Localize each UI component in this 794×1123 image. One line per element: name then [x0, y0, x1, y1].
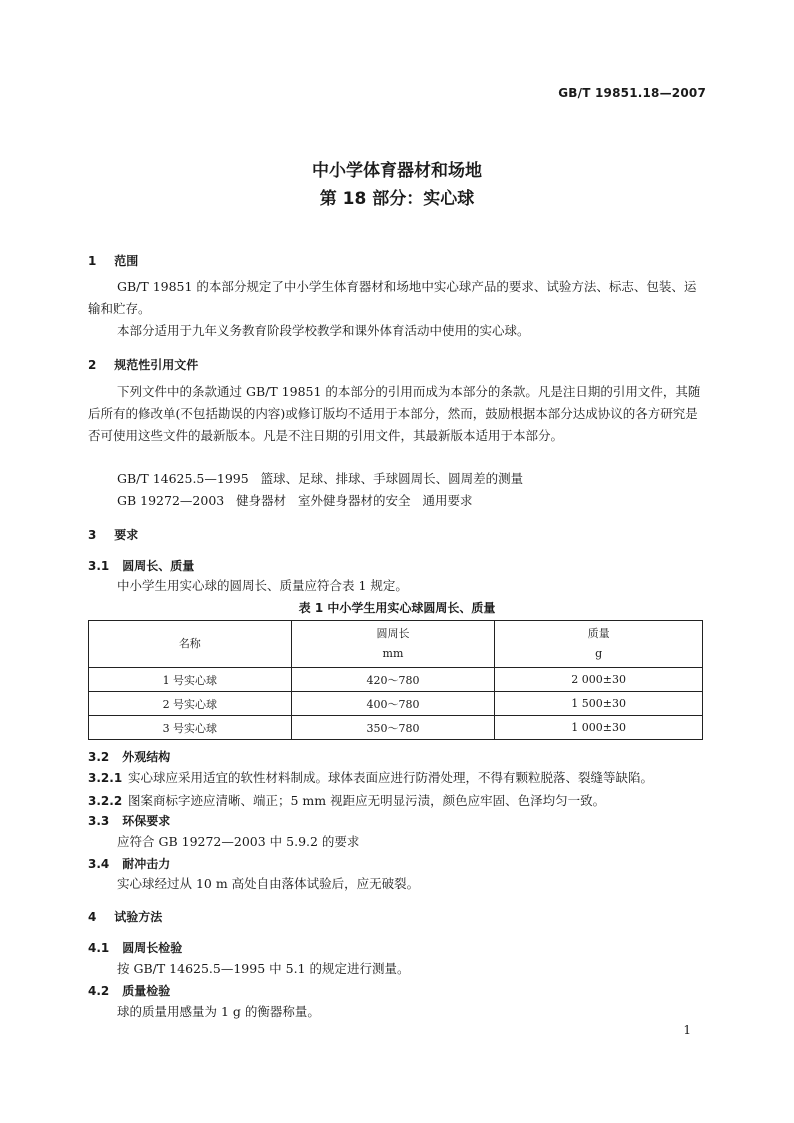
section-title: 试验方法: [114, 910, 163, 924]
section-4-1-heading: [88, 939, 182, 956]
cell-mass: 2 000±30: [495, 668, 703, 692]
section-title: 耐冲击力: [122, 857, 171, 871]
section-3-4-heading: [88, 855, 170, 872]
header-circumference: 圆周长 mm: [291, 621, 495, 668]
section-number: 3: [88, 528, 97, 542]
section-3-4-text: 实心球经过从 10 m 高处自由落体试验后，应无破裂。: [117, 876, 420, 891]
cell-name: 1 号实心球: [89, 668, 292, 692]
document-subtitle: 第 18 部分：实心球: [319, 189, 475, 209]
section-title: 圆周长、质量: [122, 559, 195, 573]
cell-circumference: 400～780: [291, 692, 495, 716]
table-header-row: [89, 621, 703, 668]
section-2-heading: [88, 356, 198, 373]
section-3-3-heading: [88, 812, 170, 829]
section-title: 圆周长检验: [122, 941, 183, 955]
page-number: 1: [683, 1023, 691, 1037]
cell-mass: 1 000±30: [495, 716, 703, 740]
header-mass: 质量 g: [495, 621, 703, 668]
section-2-paragraph: 下列文件中的条款通过 GB/T 19851 的本部分的引用而成为本部分的条款。凡是注日期的引用文件，其随后所有的修改单(不包括勘误的内容)或修订版均不适用于本部分，然而，鼓励根据本部分达成协议的各方研究是否可使用这些文件的最新版本。凡是不注日期的引用文件，其最新版本适用于本部分。: [88, 384, 701, 443]
circumference-mass-table: [88, 620, 703, 740]
cell-mass: 1 500±30: [495, 692, 703, 716]
section-number: 3.2: [88, 750, 110, 764]
reference-1: GB/T 14625.5—1995 篮球、足球、排球、手球圆周长、圆周差的测量: [117, 471, 524, 486]
reference-2: GB 19272—2003 健身器材 室外健身器材的安全 通用要求: [117, 493, 473, 508]
cell-name: 3 号实心球: [89, 716, 292, 740]
section-text: 实心球应采用适宜的软性材料制成。球体表面应进行防滑处理，不得有颗粒脱落、裂缝等缺陷。: [128, 770, 654, 785]
section-number: 1: [88, 254, 97, 268]
section-3-2-heading: [88, 748, 170, 765]
cell-circumference: 350～780: [291, 716, 495, 740]
section-number: 3.1: [88, 559, 110, 573]
document-title: 中小学体育器材和场地: [312, 161, 482, 181]
standard-number: GB/T 19851.18—2007: [558, 86, 706, 100]
section-3-heading: [88, 526, 138, 543]
section-number: 3.2.1: [88, 771, 123, 785]
section-text: 图案商标字迹应清晰、端正；5 mm 视距应无明显污渍，颜色应牢固、色泽均匀一致。: [128, 793, 606, 808]
section-title: 环保要求: [122, 814, 171, 828]
table-row: [89, 692, 703, 716]
section-number: 3.3: [88, 814, 110, 828]
section-3-2-2: [88, 791, 605, 809]
section-number: 4: [88, 910, 97, 924]
section-3-2-1: [88, 768, 653, 786]
section-1-paragraph-1: GB/T 19851 的本部分规定了中小学生体育器材和场地中实心球产品的要求、试验方法、标志、包装、运输和贮存。: [88, 279, 697, 316]
section-4-2-heading: [88, 982, 170, 999]
cell-name: 2 号实心球: [89, 692, 292, 716]
section-3-3-text: 应符合 GB 19272—2003 中 5.9.2 的要求: [117, 834, 360, 849]
section-title: 规范性引用文件: [114, 358, 199, 372]
section-title: 范围: [114, 254, 139, 268]
table-row: [89, 716, 703, 740]
section-number: 4.1: [88, 941, 110, 955]
section-number: 3.2.2: [88, 794, 123, 808]
section-4-heading: [88, 908, 162, 925]
section-3-1-heading: [88, 557, 194, 574]
section-4-2-text: 球的质量用感量为 1 g 的衡器称量。: [117, 1004, 320, 1019]
cell-circumference: 420～780: [291, 668, 495, 692]
section-title: 外观结构: [122, 750, 171, 764]
header-name: 名称: [89, 621, 292, 668]
table-caption: 表 1 中小学生用实心球圆周长、质量: [298, 601, 496, 615]
section-title: 质量检验: [122, 984, 171, 998]
section-1-heading: [88, 252, 138, 269]
section-4-1-text: 按 GB/T 14625.5—1995 中 5.1 的规定进行测量。: [117, 961, 410, 976]
table-row: [89, 668, 703, 692]
section-number: 4.2: [88, 984, 110, 998]
section-number: 2: [88, 358, 97, 372]
section-number: 3.4: [88, 857, 110, 871]
section-1-paragraph-2: 本部分适用于九年义务教育阶段学校教学和课外体育活动中使用的实心球。: [117, 323, 530, 338]
section-title: 要求: [114, 528, 139, 542]
section-3-1-text: 中小学生用实心球的圆周长、质量应符合表 1 规定。: [117, 578, 408, 593]
